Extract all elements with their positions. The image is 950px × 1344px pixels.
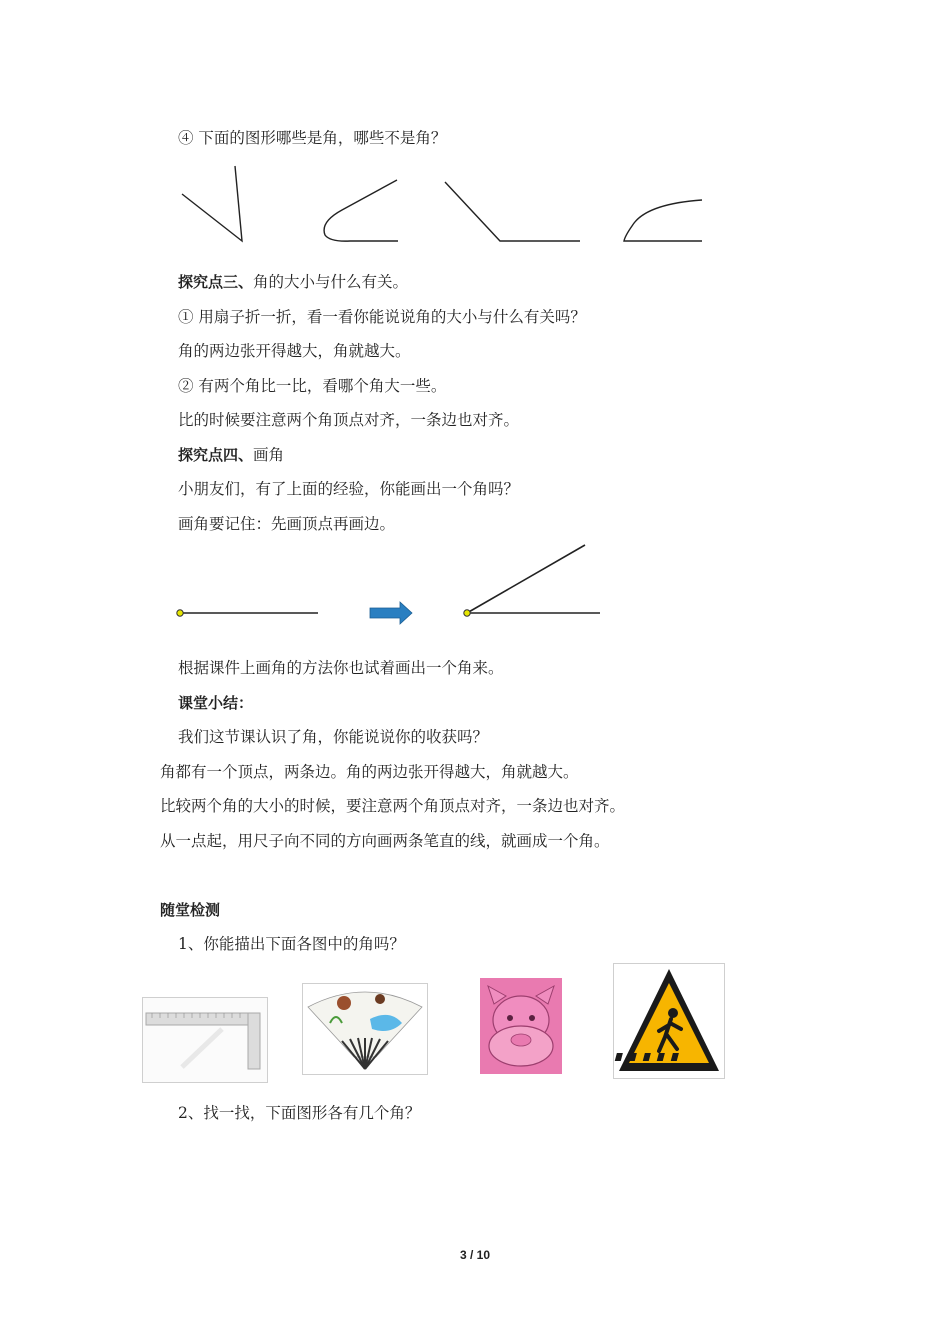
summary-line-2: 比较两个角的大小的时候，要注意两个角顶点对齐，一条边也对齐。 <box>160 797 626 815</box>
angle-figure-obtuse <box>445 182 580 241</box>
explore-3-q2: ② 有两个角比一比，看哪个角大一些。 <box>178 377 447 395</box>
angle-figure-v <box>182 166 242 241</box>
explore-3-a2: 比的时候要注意两个角顶点对齐，一条边也对齐。 <box>178 411 520 429</box>
draw-angle-diagram <box>170 540 610 630</box>
right-arrow-icon <box>370 602 412 624</box>
vertex-dot <box>177 610 183 616</box>
explore-4-heading <box>178 445 284 465</box>
angle-side-slanted <box>467 545 585 613</box>
test-question-2: 2、找一找，下面图形各有几个角？ <box>178 1104 421 1122</box>
curved-figure-1 <box>324 180 398 241</box>
explore-3-a1: 角的两边张开得越大，角就越大。 <box>178 342 411 360</box>
explore-3-q1: ① 用扇子折一折，看一看你能说说角的大小与什么有关吗？ <box>178 308 586 326</box>
explore-4-text: 画角 <box>253 446 285 464</box>
test-title: 随堂检测 <box>160 901 221 919</box>
ruler-image <box>142 997 268 1083</box>
explore-3-title: 探究点三、 <box>178 273 254 291</box>
fan-image <box>302 983 428 1075</box>
summary-line-1: 角都有一个顶点，两条边。角的两边张开得越大，角就越大。 <box>160 763 579 781</box>
summary-line-3: 从一点起，用尺子向不同的方向画两条笔直的线，就画成一个角。 <box>160 832 610 850</box>
summary-title: 课堂小结： <box>178 694 254 712</box>
page-number: 3 / 10 <box>459 1248 491 1262</box>
explore-4-title: 探究点四、 <box>178 446 254 464</box>
angle-vertex-dot <box>464 610 470 616</box>
angle-figures <box>170 160 730 250</box>
explore-3-heading <box>178 272 408 292</box>
explore-4-line1: 小朋友们，有了上面的经验，你能画出一个角吗？ <box>178 480 520 498</box>
curved-figure-2 <box>624 200 702 241</box>
pedestrian-warning-sign <box>613 963 725 1079</box>
summary-question: 我们这节课认识了角，你能说说你的收获吗？ <box>178 728 489 746</box>
explore-3-text: 角的大小与什么有关。 <box>253 273 409 291</box>
draw-try-text: 根据课件上画角的方法你也试着画出一个角来。 <box>178 659 504 677</box>
pig-face-image <box>480 978 562 1074</box>
question-4: ④ 下面的图形哪些是角，哪些不是角？ <box>178 129 447 147</box>
test-question-1: 1、你能描出下面各图中的角吗？ <box>178 935 405 953</box>
explore-4-line2: 画角要记住：先画顶点再画边。 <box>178 515 396 533</box>
